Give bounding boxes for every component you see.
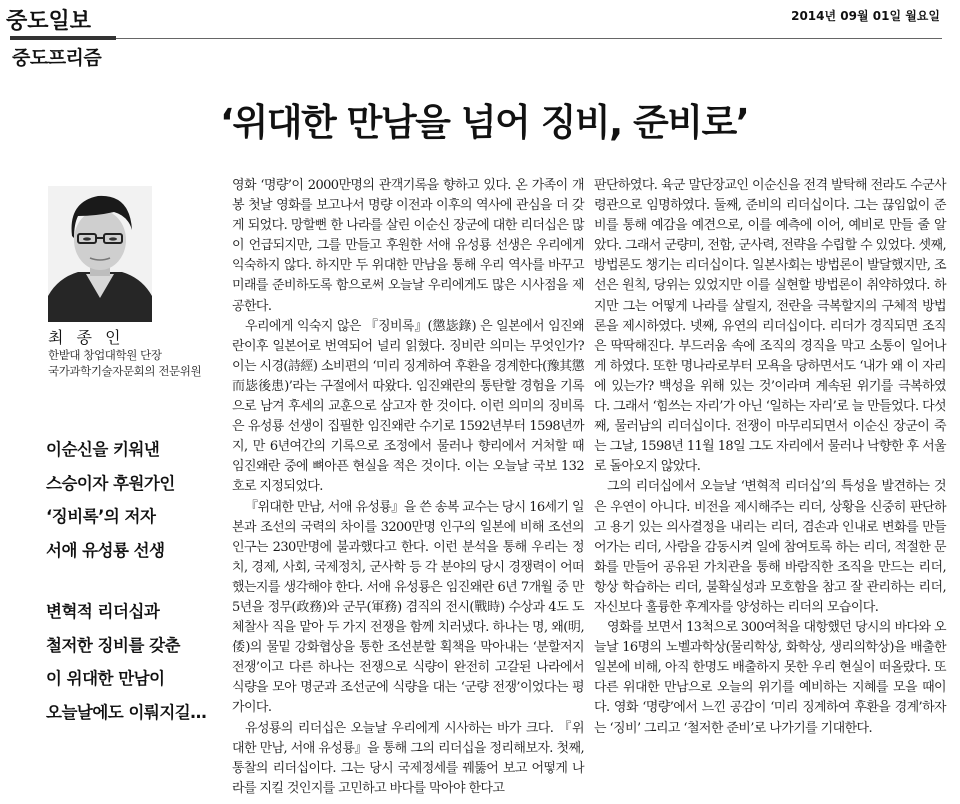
header-divider: [10, 38, 942, 39]
pullquote-line: 변혁적 리더십과: [46, 602, 160, 621]
author-portrait-icon: [48, 186, 152, 322]
article-paragraph: 영화 ‘명량’이 2000만명의 관객기록을 향하고 있다. 온 가족이 개봉 첫날 영화를 보고나서 명량 이전과 이후의 역사에 관심을 더 갖게 되었다. 망할뻔 한 나라를 살린 이순신 장군에 대한 리더십은 많이 언급되지만, 그를 만들고 후원한 서애 유성룡 선생은 우리에게 익숙하지 않다. 하지만 두 위대한 만남을 통해 우리 역사를 바꾸고 미래를 준비하도록 함으로써 오늘날 우리에게도 많은 시사점을 제공한다.: [232, 178, 584, 314]
pullquote-1: [46, 436, 221, 570]
article-column-2: [594, 176, 946, 739]
pullquote-line: 이순신을 키워낸: [46, 440, 160, 459]
pullquote-line: 철저한 징비를 갖춘: [46, 635, 181, 655]
pullquote-line: ‘징비록’의 저자: [46, 507, 156, 526]
article-paragraph: 판단하였다. 육군 말단장교인 이순신을 전격 발탁해 전라도 수군사령관으로 임명하였다. 둘째, 준비의 리더십이다. 그는 끊임없이 준비를 통해 예감을 예견으로, 이를 예측에 이어, 예비로 만들 줄 알았다. 그래서 군량미, 전함, 군사력, 전략을 수립할 수 있었다. 셋째, 방법론도 챙기는 리더십이다. 일본사회는 방법론이 발달했지만, 조선은 원칙, 당위는 있었지만 이를 실현할 방법론이 취약하였다. 하지만 그는 어떻게 나라를 살릴지, 전란을 극복할지의 구체적 방법론을 제시하였다. 넷째, 유연의 리더십이다. 리더가 경직되면 조직은 딱딱해진다. 부드러움 속에 조직의 경직을 막고 소통이 일어나게 하였다. 또한 명나라로부터 모욕을 당하면서도 ‘내가 왜 이 자리에 있는가? 백성을 위해 있는 것’이라며 계속된 위기를 극복하였다. 그래서 ‘힘쓰는 자리’가 아닌 ‘일하는 자리’로 늘 만들었다. 다섯째, 물러남의 리더십이다. 전쟁이 마무리되면서 이순신 장군이 죽는 그날, 1598년 11월 18일 그도 자리에서 물러나 낙향한 후 서울로 돌아오지 않았다.: [594, 178, 946, 475]
article-paragraph: 그의 리더십에서 오늘날 ‘변혁적 리더십’의 특성을 발견하는 것은 우연이 아니다. 비전을 제시해주는 리더, 상황을 신중히 판단하고 용기 있는 의사결정을 내리는 리더, 겸손과 인내로 변화를 만들어가는 리더, 사람을 감동시켜 일에 참여토록 하는 리더, 적절한 문화를 만들어 공유된 가치관을 통해 바람직한 조직을 만드는 리더, 항상 학습하는 리더, 불확실성과 모호함을 참고 잘 관리하는 리더, 자신보다 훌륭한 후계자를 양성하는 리더의 모습이다.: [594, 479, 946, 615]
article-column-1: [232, 176, 584, 799]
article-paragraph: 우리에게 익숙지 않은 『징비록』(懲毖錄) 은 일본에서 임진왜란이후 일본어로 번역되어 널리 읽혔다. 징비란 의미는 무엇인가? 이는 시경(詩經) 소비편의 ‘미리 징계하여 후환을 경계한다(豫其懲而毖後患)’라는 구절에서 따왔다. 임진왜란의 통탄할 경험을 기록으로 남겨 후세의 교훈으로 삼고자 한 것이다. 이런 의미의 징비록은 유성룡 선생이 집필한 임진왜란 수기로 1592년부터 1598년까지, 만 6년여간의 기록으로 조정에서 물러나 향리에서 거처할 때 임진왜란 중에 뼈아픈 현실을 적은 것이다. 이는 오늘날 국보 132호로 지정되었다.: [232, 318, 584, 495]
author-name: 최 종 인: [48, 328, 125, 347]
section-accent-bar: [10, 36, 116, 40]
article-paragraph: 영화를 보면서 13척으로 300여척을 대항했던 당시의 바다와 오늘날 16명의 노벨과학상(물리학상, 화학상, 생리의학상)을 배출한 일본에 비해, 아직 한명도 배출하지 못한 우리 현실이 떠올랐다. 또 다른 위대한 만남으로 오늘의 위기를 예비하는 지혜를 모을 때이다. 영화 ‘명량’에서 느낀 공감이 ‘미리 징계하여 후환을 경계’하자는 ‘징비’ 그리고 ‘철저한 준비’로 나가기를 기대한다.: [594, 620, 946, 736]
publication-date: 2014년 09월 01일 월요일: [791, 9, 940, 23]
pullquote-2: [46, 598, 221, 732]
article-headline: ‘위대한 만남을 넘어 징비, 준비로’: [220, 101, 749, 144]
pullquote-line: 오늘날에도 이뤄지길…: [46, 702, 207, 722]
pullquote-line: 이 위대한 만남이: [46, 669, 165, 688]
article-paragraph: 유성룡의 리더십은 오늘날 우리에게 시사하는 바가 크다. 『위대한 만남, 서애 유성룡』을 통해 그의 리더십을 정리해보자. 첫째, 통찰의 리더십이다. 그는 당시 국제정세를 꿰뚫어 보고 어떻게 나라를 지킬 것인지를 고민하고 바다를 막아야 한다고: [232, 720, 584, 796]
pullquote-line: 스승이자 후원가인: [46, 473, 175, 493]
pullquote-line: 서애 유성룡 선생: [46, 540, 165, 560]
article-paragraph: 『위대한 만남, 서애 유성룡』을 쓴 송복 교수는 당시 16세기 일본과 조선의 국력의 차이를 3200만명 인구의 일본에 비해 조선의 인구는 230만명에 불과했다고 한다. 이런 분석을 통해 우리는 정치, 경제, 사회, 국제정치, 군사학 등 각 분야의 당시 경쟁력이 어떠했는지를 생각해야 한다. 서애 유성룡은 임진왜란 6년 7개월 중 만 5년을 정무(政務)와 군무(軍務) 겸직의 전시(戰時) 수상과 4도 도체찰사 직을 맡아 두 가지 전쟁을 함께 치러냈다. 하나는 명, 왜(明, 倭)의 물밑 강화협상을 통한 조선분할 획책을 막아내는 ‘분할저지 전쟁’이고 다른 하나는 전쟁으로 식량이 완전히 고갈된 나라에서 식량을 모아 명군과 조선군에 식량을 대는 ‘군량 전쟁’이었다는 평가이다.: [232, 499, 584, 716]
author-photo: [48, 186, 152, 322]
author-title-2: 국가과학기술자문회의 전문위원: [48, 364, 202, 378]
author-title-1: 한밭대 창업대학원 단장: [48, 348, 162, 362]
section-title: 중도프리즘: [12, 47, 102, 69]
newspaper-logo: 중도일보: [6, 9, 92, 34]
